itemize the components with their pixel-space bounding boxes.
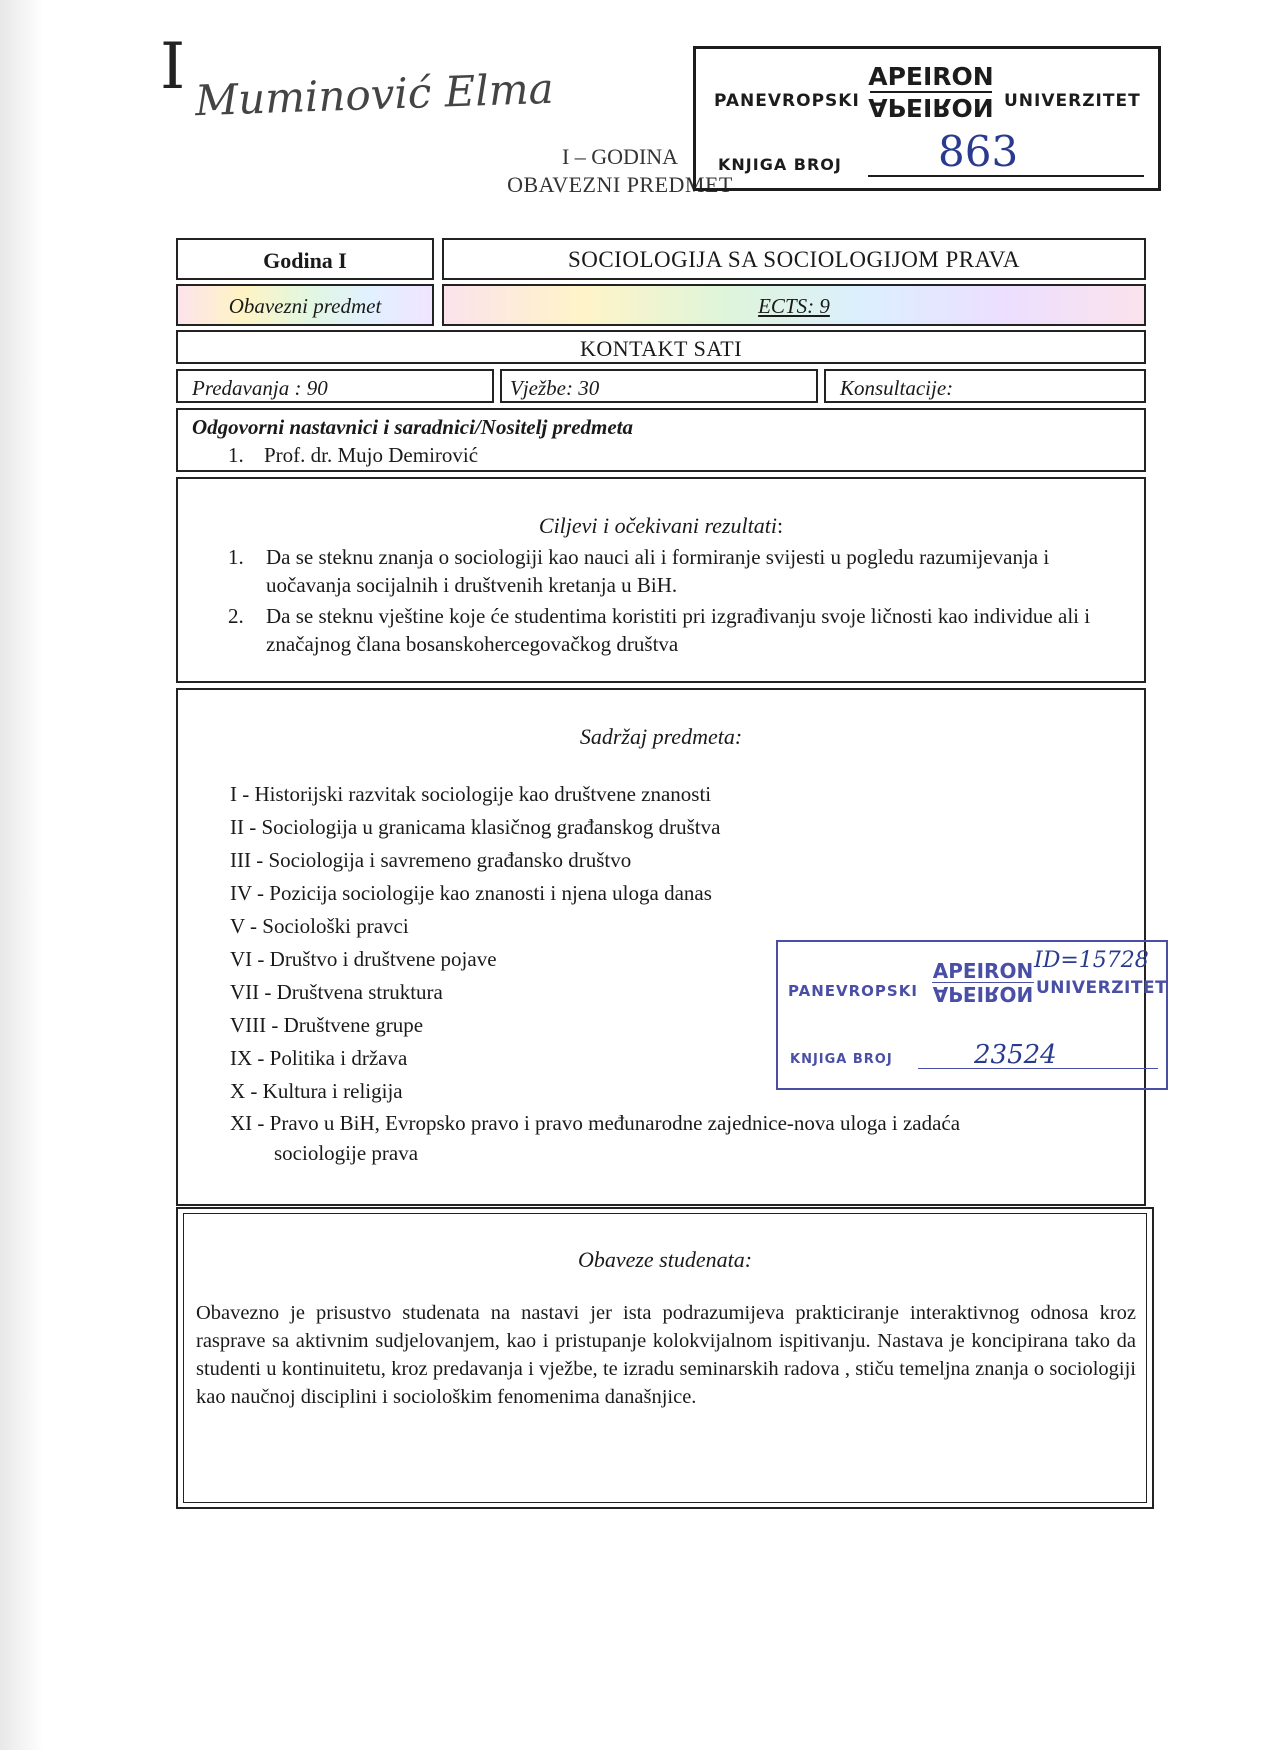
stamp-mid-book-label: KNJIGA BROJ: [790, 1052, 893, 1067]
content-heading: Sadržaj predmeta:: [579, 724, 743, 749]
course-type: Obavezni predmet: [228, 294, 382, 318]
ects-value: ECTS: 9: [758, 294, 830, 318]
stamp-mid-logo-mirror: APEIRON: [932, 982, 1034, 1006]
stamp-logo-mirror: APEIRON: [868, 93, 994, 122]
stamp-mid-right-word: UNIVERZITET: [1036, 978, 1168, 998]
content-item: III - Sociologija i savremeno građansko društvo: [230, 848, 632, 872]
content-item-continuation: sociologije prava: [274, 1141, 419, 1165]
teacher-item-text: Prof. dr. Mujo Demirović: [264, 443, 479, 467]
handwritten-name: Muminović Elma: [194, 63, 555, 126]
goals-block: [176, 477, 1146, 683]
content-item: IV - Pozicija sociologije kao znanosti i njena uloga danas: [230, 881, 712, 905]
consultations-cell: [824, 369, 1146, 403]
exercises-value: Vježbe: 30: [510, 376, 600, 400]
goal-item: [228, 543, 1108, 599]
stamp-left-word: PANEVROPSKI: [714, 91, 860, 111]
year-label: Godina I: [263, 248, 347, 273]
course-title-cell: [442, 238, 1146, 280]
content-item: IX - Politika i država: [230, 1046, 408, 1070]
lectures-cell: [176, 369, 494, 403]
header-year: I – GODINA: [561, 144, 679, 169]
teachers-heading: Odgovorni nastavnici i saradnici/Nositelj predmeta: [192, 415, 634, 439]
university-stamp-mid: [776, 940, 1168, 1090]
content-item: VIII - Društvene grupe: [230, 1013, 424, 1037]
teachers-block: [176, 408, 1146, 472]
stamp-logo-text: APEIRON: [868, 62, 994, 91]
stamp-right-word: UNIVERZITET: [1004, 91, 1141, 111]
content-item: X - Kultura i religija: [230, 1079, 403, 1103]
content-item: VI - Društvo i društvene pojave: [230, 947, 497, 971]
contact-hours-label: KONTAKT SATI: [579, 336, 743, 361]
handwritten-mark: I: [160, 30, 186, 104]
course-title: SOCIOLOGIJA SA SOCIOLOGIJOM PRAVA: [567, 247, 1021, 272]
university-stamp-top: [693, 46, 1161, 191]
content-item: VII - Društvena struktura: [230, 980, 443, 1004]
ects-cell: [442, 284, 1146, 326]
goals-list: [228, 543, 1108, 658]
lectures-value: Predavanja : 90: [192, 376, 328, 400]
content-item: II - Sociologija u granicama klasičnog građanskog društva: [230, 815, 721, 839]
content-item: XI - Pravo u BiH, Evropsko pravo i pravo međunarodne zajednice-nova uloga i zadaća: [230, 1111, 961, 1135]
goal-item-text: Da se steknu vještine koje će studentima koristiti pri izgrađivanju svoje ličnosti kao individue ali i značajnog člana bosanskohercegovačkog društva: [266, 604, 1091, 656]
scan-edge-shadow: [0, 0, 44, 1750]
goals-heading-wrap: [178, 513, 1144, 539]
obligations-heading: Obaveze studenata:: [577, 1247, 753, 1272]
teacher-item: [228, 443, 478, 468]
goals-heading-colon: :: [776, 513, 784, 538]
goals-heading: Ciljevi i očekivani rezultati: [538, 513, 777, 538]
stamp-logo: [866, 63, 996, 121]
goal-item: [228, 602, 1108, 658]
header-type: OBAVEZNI PREDMET: [507, 172, 733, 197]
exercises-cell: [500, 369, 818, 403]
stamp-mid-id-note: ID=15728: [1034, 948, 1149, 973]
year-cell: [176, 238, 434, 280]
stamp-mid-logo-text: APEIRON: [932, 959, 1034, 983]
obligations-block: [176, 1207, 1154, 1509]
goal-item-num: 2.: [228, 604, 244, 628]
stamp-book-number: 863: [938, 127, 1019, 176]
stamp-mid-book-number: 23524: [974, 1040, 1057, 1070]
goal-item-text: Da se steknu znanja o sociologiji kao nauci ali i formiranje svijesti u pogledu razumijevanja i uočavanja socijalnih i društvenih kretanja u BiH.: [266, 545, 1050, 597]
stamp-mid-left-word: PANEVROPSKI: [788, 982, 918, 1000]
consultations-value: Konsultacije:: [840, 376, 954, 400]
course-type-cell: [176, 284, 434, 326]
teacher-item-num: 1.: [228, 443, 244, 467]
contact-hours-cell: [176, 330, 1146, 364]
stamp-book-label: KNJIGA BROJ: [718, 155, 842, 174]
content-item: I - Historijski razvitak sociologije kao društvene znanosti: [230, 782, 712, 806]
goal-item-num: 1.: [228, 545, 244, 569]
stamp-mid-logo: [928, 960, 1038, 1005]
content-item: V - Sociološki pravci: [230, 914, 409, 938]
obligations-text: Obavezno je prisustvo studenata na nastavi jer ista podrazumijeva prakticiranje interaktivnog odnosa kroz rasprave sa aktivnim sudjelovanjem, kao i pristupanje kolokvijalnom ispitivanju. Nastava je koncipirana tako da studenti u kontinuitetu, kroz predavanja i vježbe, te izradu seminarskih radova , stiču temeljna znanja o sociologiji kao naučnoj disciplini i sociološkim fenomenima današnjice.: [196, 1302, 1136, 1408]
